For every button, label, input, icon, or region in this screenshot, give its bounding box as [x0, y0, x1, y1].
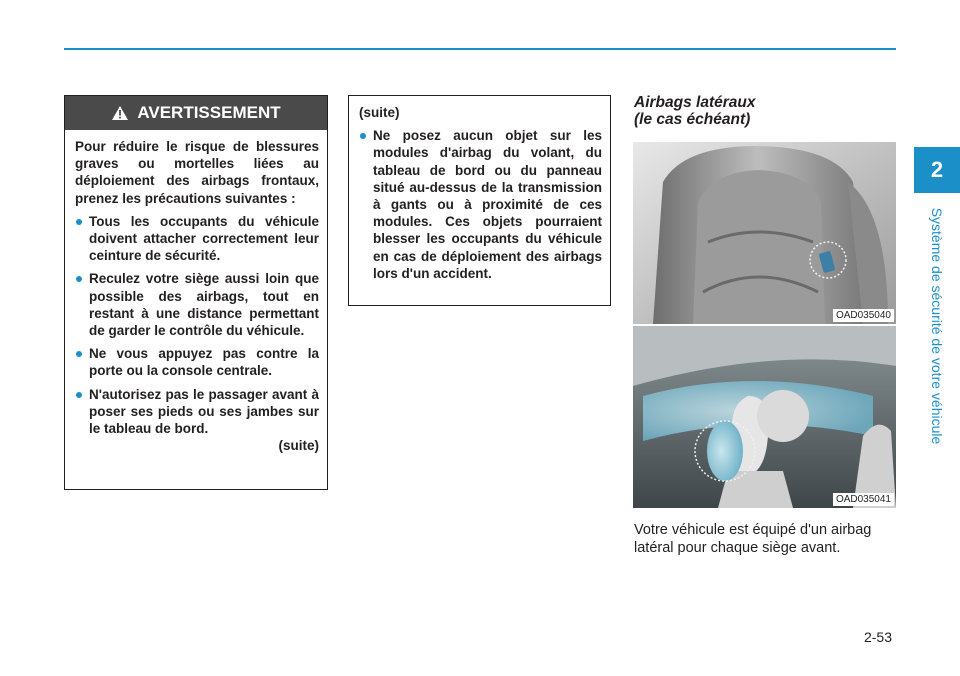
warning-body	[75, 138, 319, 454]
chapter-number: 2	[930, 157, 944, 182]
warning-continued-item: Ne posez aucun objet sur les modules d'airbag du volant, du tableau de bord ou du panneau situé au-dessus de la transmission à gants ou à proximité de ces modules. Ces objets pourraient blesser les occupants du véhicule en cas de déploiement des airbags lors d'un accident.	[359, 127, 602, 282]
warning-item: Ne vous appuyez pas contre la porte ou la console centrale.	[75, 345, 319, 379]
warning-continued-note: (suite)	[278, 438, 319, 454]
warning-continued-body	[359, 104, 602, 282]
figure-code: OAD035041	[833, 493, 894, 506]
warning-item: N'autorisez pas le passager avant à poser ses pieds ou ses jambes sur le tableau de bord.	[75, 386, 319, 438]
warning-item: Reculez votre siège aussi loin que possible des airbags, tout en restant à une distance permettant de garder le contrôle du véhicule.	[75, 270, 319, 339]
figure-side-airbag-deployed	[633, 326, 896, 508]
section-title-line1: Airbags latéraux	[634, 94, 756, 111]
warning-title: AVERTISSEMENT	[137, 103, 281, 122]
warning-item: Tous les occupants du véhicule doivent attacher correctement leur ceinture de sécurité.	[75, 213, 319, 265]
header-rule	[64, 48, 896, 50]
section-body-text: Votre véhicule est équipé d'un airbag latéral pour chaque siège avant.	[634, 522, 872, 556]
figure-seat-airbag-module	[633, 142, 896, 324]
warning-continued-label: (suite)	[359, 105, 400, 120]
warning-triangle-icon	[111, 105, 129, 121]
warning-intro: Pour réduire le risque de blessures graves ou mortelles liées au déploiement des airbags frontaux, prenez les précautions suivantes :	[75, 139, 319, 206]
seat-illustration	[633, 142, 896, 324]
page-number: 2-53	[863, 629, 892, 645]
section-title	[634, 94, 894, 128]
section-title-line2: (le cas échéant)	[634, 111, 751, 128]
warning-continued-box	[348, 95, 611, 306]
chapter-title: Système de sécurité de votre véhicule	[929, 207, 945, 445]
chapter-number-tab	[914, 147, 960, 193]
warning-header	[65, 96, 327, 130]
deployed-airbag-illustration	[633, 326, 896, 508]
warning-box	[64, 95, 328, 490]
figure-code: OAD035040	[833, 309, 894, 322]
